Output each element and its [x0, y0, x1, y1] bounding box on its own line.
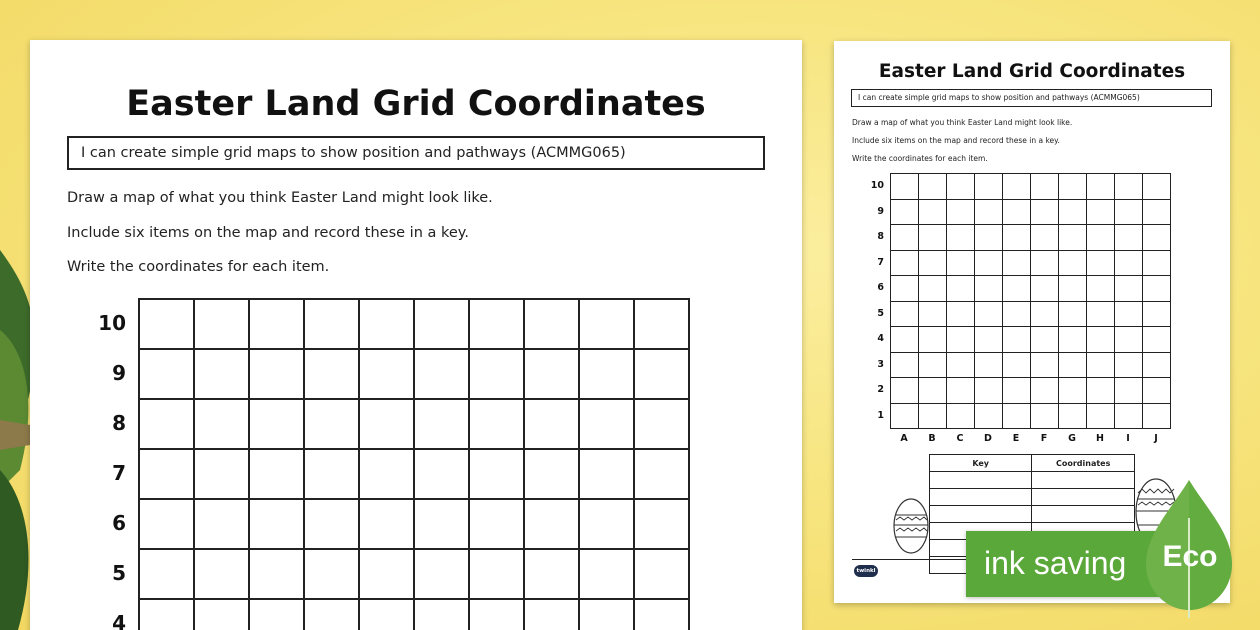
grid-cell — [470, 300, 525, 350]
worksheet-large — [30, 40, 802, 630]
grid-cell — [1087, 251, 1115, 277]
grid-cell — [580, 450, 635, 500]
grid-cell — [140, 550, 195, 600]
coordinates-header: Coordinates — [1032, 455, 1135, 472]
y-label: 10 — [870, 180, 884, 191]
grid-cell — [1059, 327, 1087, 353]
grid-cell — [1059, 302, 1087, 328]
easter-egg-icon — [892, 497, 930, 555]
grid-cell — [360, 550, 415, 600]
y-label: 9 — [877, 205, 884, 217]
y-axis-labels — [90, 298, 130, 630]
y-label: 3 — [877, 358, 884, 370]
grid-cell — [250, 600, 305, 630]
grid-cell — [947, 251, 975, 277]
grid-cell — [470, 450, 525, 500]
grid-cell — [195, 400, 250, 450]
grid-cell — [947, 327, 975, 353]
grid-cell — [1059, 353, 1087, 379]
grid-cell — [919, 378, 947, 404]
grid-cell — [891, 404, 919, 430]
grid-cell — [415, 350, 470, 400]
grid-cell — [360, 400, 415, 450]
grid-cell — [1059, 251, 1087, 277]
grid-cell — [305, 450, 360, 500]
grid-cell — [891, 353, 919, 379]
x-label: A — [900, 433, 908, 444]
grid-cell — [140, 300, 195, 350]
grid-cell — [1087, 174, 1115, 200]
table-row — [930, 472, 1135, 489]
grid-cell — [525, 300, 580, 350]
preview-instruction-1: Draw a map of what you think Easter Land might look like. — [852, 118, 1073, 127]
grid-cell — [635, 400, 690, 450]
x-label: F — [1040, 433, 1048, 444]
grid-cell — [305, 550, 360, 600]
grid-cell — [1115, 225, 1143, 251]
grid-cell — [635, 350, 690, 400]
grid-cell — [470, 500, 525, 550]
grid-cell — [1031, 251, 1059, 277]
objective-box: I can create simple grid maps to show position and pathways (ACMMG065) — [67, 136, 765, 170]
grid-cell — [975, 225, 1003, 251]
grid-cell — [1031, 200, 1059, 226]
grid-cell — [1143, 225, 1171, 251]
grid-cell — [140, 400, 195, 450]
grid-cell — [1059, 225, 1087, 251]
grid-cell — [1059, 378, 1087, 404]
grid-cell — [1115, 327, 1143, 353]
grid-cell — [580, 350, 635, 400]
grid-cell — [1031, 327, 1059, 353]
grid-cell — [1031, 378, 1059, 404]
grid-cell — [1087, 327, 1115, 353]
grid-cell — [1143, 378, 1171, 404]
instruction-3: Write the coordinates for each item. — [67, 259, 330, 275]
grid-cell — [1087, 276, 1115, 302]
grid-cell — [470, 550, 525, 600]
grid-cell — [919, 200, 947, 226]
page-title: Easter Land Grid Coordinates — [126, 84, 706, 124]
grid-cell — [975, 353, 1003, 379]
grid-cell — [919, 327, 947, 353]
instruction-2: Include six items on the map and record these in a key. — [67, 225, 469, 241]
grid-cell — [525, 600, 580, 630]
grid-cell — [1143, 404, 1171, 430]
y-label: 7 — [112, 461, 126, 485]
grid-cell — [947, 200, 975, 226]
grid-cell — [250, 400, 305, 450]
grid-cell — [470, 350, 525, 400]
y-label: 4 — [112, 611, 126, 630]
coordinate-grid — [138, 298, 690, 630]
grid-cell — [525, 550, 580, 600]
grid-cell — [415, 300, 470, 350]
grid-cell — [919, 225, 947, 251]
grid-cell — [195, 500, 250, 550]
grid-cell — [1087, 225, 1115, 251]
grid-cell — [1031, 225, 1059, 251]
grid-cell — [525, 400, 580, 450]
y-label: 5 — [877, 307, 884, 319]
grid-cell — [195, 600, 250, 630]
grid-cell — [1087, 200, 1115, 226]
y-label: 8 — [877, 231, 884, 242]
y-label: 4 — [877, 333, 884, 344]
grid-cell — [470, 600, 525, 630]
x-label: E — [1012, 433, 1020, 444]
grid-cell — [1003, 200, 1031, 226]
grid-cell — [140, 600, 195, 630]
grid-cell — [195, 450, 250, 500]
preview-y-labels — [864, 173, 884, 428]
grid-cell — [1031, 353, 1059, 379]
grid-cell — [975, 404, 1003, 430]
grid-cell — [947, 378, 975, 404]
x-label: J — [1154, 433, 1158, 444]
grid-cell — [947, 404, 975, 430]
grid-cell — [891, 225, 919, 251]
grid-cell — [1087, 378, 1115, 404]
grid-cell — [891, 174, 919, 200]
eco-label: Eco — [1162, 540, 1218, 573]
preview-instruction-3: Write the coordinates for each item. — [852, 154, 988, 163]
grid-cell — [1059, 276, 1087, 302]
grid-cell — [1087, 404, 1115, 430]
grid-cell — [1143, 200, 1171, 226]
grid-cell — [580, 300, 635, 350]
y-label: 2 — [877, 384, 884, 395]
y-label: 6 — [112, 511, 126, 535]
grid-cell — [1003, 404, 1031, 430]
grid-cell — [891, 327, 919, 353]
twinkl-logo: twinkl — [854, 565, 878, 577]
grid-cell — [1115, 378, 1143, 404]
preview-grid — [890, 173, 1171, 429]
grid-cell — [1143, 251, 1171, 277]
grid-cell — [1115, 174, 1143, 200]
grid-cell — [250, 500, 305, 550]
grid-cell — [1143, 174, 1171, 200]
grid-cell — [947, 302, 975, 328]
grid-cell — [947, 353, 975, 379]
grid-cell — [305, 600, 360, 630]
grid-cell — [415, 400, 470, 450]
x-label: D — [984, 433, 992, 444]
grid-cell — [360, 300, 415, 350]
grid-cell — [975, 251, 1003, 277]
grid-cell — [1003, 302, 1031, 328]
grid-cell — [975, 378, 1003, 404]
grid-cell — [525, 450, 580, 500]
grid-cell — [947, 225, 975, 251]
grid-cell — [470, 400, 525, 450]
table-row — [930, 489, 1135, 506]
grid-cell — [1031, 404, 1059, 430]
grid-cell — [975, 174, 1003, 200]
grid-cell — [140, 500, 195, 550]
grid-cell — [635, 550, 690, 600]
grid-cell — [1115, 276, 1143, 302]
grid-cell — [919, 174, 947, 200]
grid-cell — [250, 350, 305, 400]
grid-cell — [1115, 302, 1143, 328]
grid-cell — [415, 500, 470, 550]
grid-cell — [919, 276, 947, 302]
grid-cell — [919, 404, 947, 430]
grid-cell — [1087, 353, 1115, 379]
grid-cell — [975, 276, 1003, 302]
grid-cell — [360, 350, 415, 400]
grid-cell — [947, 174, 975, 200]
grid-cell — [305, 400, 360, 450]
grid-cell — [580, 400, 635, 450]
grid-cell — [360, 450, 415, 500]
y-label: 8 — [112, 411, 126, 435]
grid-cell — [1003, 225, 1031, 251]
grid-cell — [580, 500, 635, 550]
grid-cell — [635, 300, 690, 350]
grid-cell — [919, 251, 947, 277]
grid-cell — [525, 350, 580, 400]
grid-cell — [1003, 378, 1031, 404]
grid-cell — [1031, 302, 1059, 328]
grid-cell — [1003, 174, 1031, 200]
grid-cell — [975, 327, 1003, 353]
key-header: Key — [930, 455, 1032, 472]
grid-cell — [140, 350, 195, 400]
y-label: 10 — [98, 311, 126, 335]
grid-cell — [891, 200, 919, 226]
preview-title: Easter Land Grid Coordinates — [878, 61, 1186, 82]
grid-cell — [195, 300, 250, 350]
grid-cell — [919, 302, 947, 328]
y-label: 9 — [112, 361, 126, 385]
x-label: C — [956, 433, 964, 444]
grid-cell — [1003, 276, 1031, 302]
grid-cell — [195, 550, 250, 600]
grid-cell — [891, 302, 919, 328]
grid-cell — [1003, 327, 1031, 353]
grid-cell — [415, 550, 470, 600]
grid-cell — [415, 600, 470, 630]
grid-cell — [1031, 174, 1059, 200]
y-label: 6 — [877, 282, 884, 293]
grid-cell — [1143, 302, 1171, 328]
grid-cell — [305, 500, 360, 550]
grid-cell — [1003, 353, 1031, 379]
grid-cell — [1115, 251, 1143, 277]
grid-cell — [1059, 174, 1087, 200]
grid-cell — [415, 450, 470, 500]
grid-cell — [360, 600, 415, 630]
grid-cell — [1115, 353, 1143, 379]
y-label: 5 — [112, 561, 126, 585]
preview-objective: I can create simple grid maps to show position and pathways (ACMMG065) — [851, 89, 1212, 107]
grid-cell — [1003, 251, 1031, 277]
grid-cell — [250, 550, 305, 600]
grid-cell — [1143, 276, 1171, 302]
y-label: 7 — [877, 256, 884, 268]
preview-x-labels — [890, 433, 1170, 444]
grid-cell — [1059, 404, 1087, 430]
x-label: H — [1096, 433, 1104, 444]
grid-cell — [525, 500, 580, 550]
grid-cell — [635, 500, 690, 550]
grid-cell — [1115, 404, 1143, 430]
x-label: I — [1126, 433, 1130, 444]
grid-cell — [305, 350, 360, 400]
grid-cell — [580, 600, 635, 630]
instruction-1: Draw a map of what you think Easter Land might look like. — [67, 190, 493, 206]
grid-cell — [635, 600, 690, 630]
grid-cell — [891, 276, 919, 302]
x-label: B — [928, 433, 936, 444]
x-label: G — [1068, 433, 1076, 444]
grid-cell — [635, 450, 690, 500]
grid-cell — [891, 251, 919, 277]
grid-cell — [975, 302, 1003, 328]
ink-saving-banner: ink saving — [966, 531, 1162, 597]
grid-cell — [360, 500, 415, 550]
grid-cell — [250, 450, 305, 500]
grid-cell — [580, 550, 635, 600]
grid-cell — [195, 350, 250, 400]
table-row — [930, 506, 1135, 523]
preview-instruction-2: Include six items on the map and record these in a key. — [852, 136, 1060, 145]
grid-cell — [947, 276, 975, 302]
grid-cell — [250, 300, 305, 350]
grid-cell — [1031, 276, 1059, 302]
grid-cell — [140, 450, 195, 500]
grid-cell — [975, 200, 1003, 226]
grid-cell — [1115, 200, 1143, 226]
grid-cell — [1143, 327, 1171, 353]
grid-cell — [305, 300, 360, 350]
y-label: 1 — [877, 409, 884, 421]
grid-cell — [1087, 302, 1115, 328]
grid-cell — [1059, 200, 1087, 226]
grid-cell — [1143, 353, 1171, 379]
grid-cell — [891, 378, 919, 404]
grid-cell — [919, 353, 947, 379]
